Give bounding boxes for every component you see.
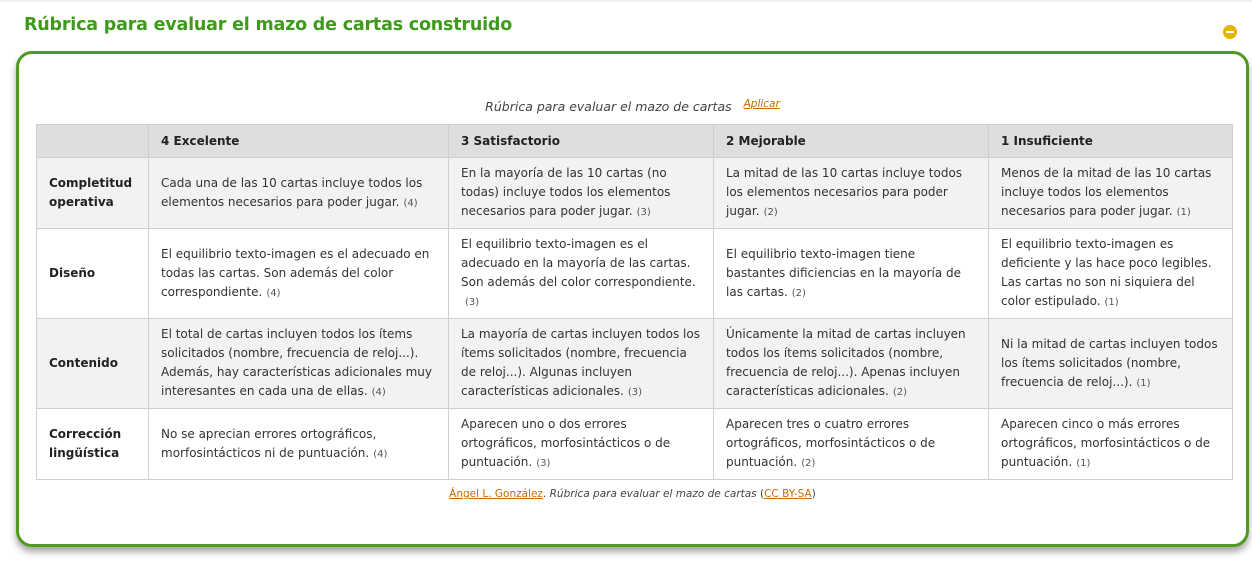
top-divider [0,0,1252,2]
credit-close-paren: ) [811,488,816,500]
table-row [37,229,1233,319]
cell-score: (4) [403,197,418,209]
cell-text: El equilibrio texto-imagen tiene bastantes dificiencias en la mayoría de las cartas. [726,246,962,299]
cell-score: (3) [536,458,551,469]
header-row [37,125,1233,158]
cell-score: (3) [636,207,651,218]
cell-text: El equilibrio texto-imagen es deficiente y las hace poco legibles. Las cartas no son ni siquiera del color estipulado. [1001,237,1212,308]
section-title: Rúbrica para evaluar el mazo de cartas construido [24,15,513,35]
table-row [37,409,1233,480]
cell-score: (2) [791,287,806,299]
cell-text: Únicamente la mitad de cartas incluyen todos los ítems solicitados (nombre, frecuencia de reloj...). Apenas incluyen características adicionales. [726,327,966,398]
cell-score: (1) [1136,377,1151,389]
credit-separator: . [542,488,550,500]
attribution-line [19,488,1246,500]
criterion-name: Contenido [37,319,149,409]
rubric-cell [989,319,1233,409]
cell-score: (4) [371,387,386,398]
rubric-caption-text: Rúbrica para evaluar el mazo de cartas [485,99,732,114]
table-row [37,319,1233,409]
cell-text: Cada una de las 10 cartas incluye todos los elementos necesarios para poder jugar. [161,175,423,209]
level-header: 1 Insuficiente [989,125,1233,158]
rubric-cell [714,158,989,229]
rubric-cell [714,229,989,319]
cell-text: El total de cartas incluyen todos los ítems solicitados (nombre, frecuencia de reloj...). Además, hay características adicionales muy interesantes en cada una de ellas. [161,327,433,398]
rubric-cell [149,409,449,480]
rubric-cell [714,319,989,409]
cell-text: La mitad de las 10 cartas incluye todos los elementos necesarios para poder jugar. [726,166,963,218]
rubric-panel [16,51,1249,547]
rubric-cell [714,409,989,480]
cell-text: Menos de la mitad de las 10 cartas incluye todos los elementos necesarios para poder jugar. [1001,166,1212,218]
rubric-cell [449,158,714,229]
level-header: 2 Mejorable [714,125,989,158]
criterion-name: Corrección lingüística [37,409,149,480]
cell-text: Ni la mitad de cartas incluyen todos los ítems solicitados (nombre, frecuencia de reloj...). [1001,336,1218,389]
license-link[interactable]: CC BY-SA [764,488,812,500]
header-empty-cell [37,125,149,158]
rubric-cell [149,158,449,229]
author-link[interactable]: Ángel L. González [449,488,543,500]
collapse-toggle-icon[interactable] [1223,25,1237,39]
criterion-name: Diseño [37,229,149,319]
rubric-cell [989,158,1233,229]
level-header: 3 Satisfactorio [449,125,714,158]
cell-text: El equilibrio texto-imagen es el adecuado en la mayoría de las cartas. Son además del color correspondiente. [461,237,696,289]
criterion-name: Completitud operativa [37,158,149,229]
rubric-cell [149,229,449,319]
cell-score: (3) [627,387,642,398]
cell-score: (4) [373,448,388,460]
credit-open-paren: ( [756,488,765,500]
cell-text: Aparecen uno o dos errores ortográficos, morfosintácticos o de puntuación. [461,417,671,469]
rubric-caption [19,98,1246,114]
level-header: 4 Excelente [149,125,449,158]
rubric-cell [989,409,1233,480]
cell-text: No se aprecian errores ortográficos, morfosintácticos ni de puntuación. [161,426,377,460]
cell-score: (1) [1076,458,1091,469]
cell-score: (1) [1104,297,1119,308]
cell-score: (1) [1176,207,1191,218]
cell-text: El equilibrio texto-imagen es el adecuado en todas las cartas. Son además del color correspondiente. [161,246,430,299]
cell-score: (2) [763,207,778,218]
cell-text: Aparecen tres o cuatro errores ortográficos, morfosintácticos o de puntuación. [726,417,936,469]
rubric-cell [449,319,714,409]
rubric-cell [149,319,449,409]
rubric-cell [449,409,714,480]
cell-score: (4) [266,287,281,299]
cell-text: La mayoría de cartas incluyen todos los ítems solicitados (nombre, frecuencia de reloj...). Algunas incluyen características adicionales. [461,327,700,398]
cell-text: Aparecen cinco o más errores ortográficos, morfosintácticos o de puntuación. [1001,417,1211,469]
table-row [37,158,1233,229]
rubric-cell [989,229,1233,319]
apply-link[interactable]: Aplicar [743,98,780,110]
cell-text: En la mayoría de las 10 cartas (no todas) incluye todos los elementos necesarios para poder jugar. [461,166,671,218]
work-title: Rúbrica para evaluar el mazo de cartas [549,488,757,500]
rubric-table [36,124,1233,480]
cell-score: (3) [465,297,480,308]
cell-score: (2) [801,458,816,469]
cell-score: (2) [892,387,907,398]
rubric-cell [449,229,714,319]
